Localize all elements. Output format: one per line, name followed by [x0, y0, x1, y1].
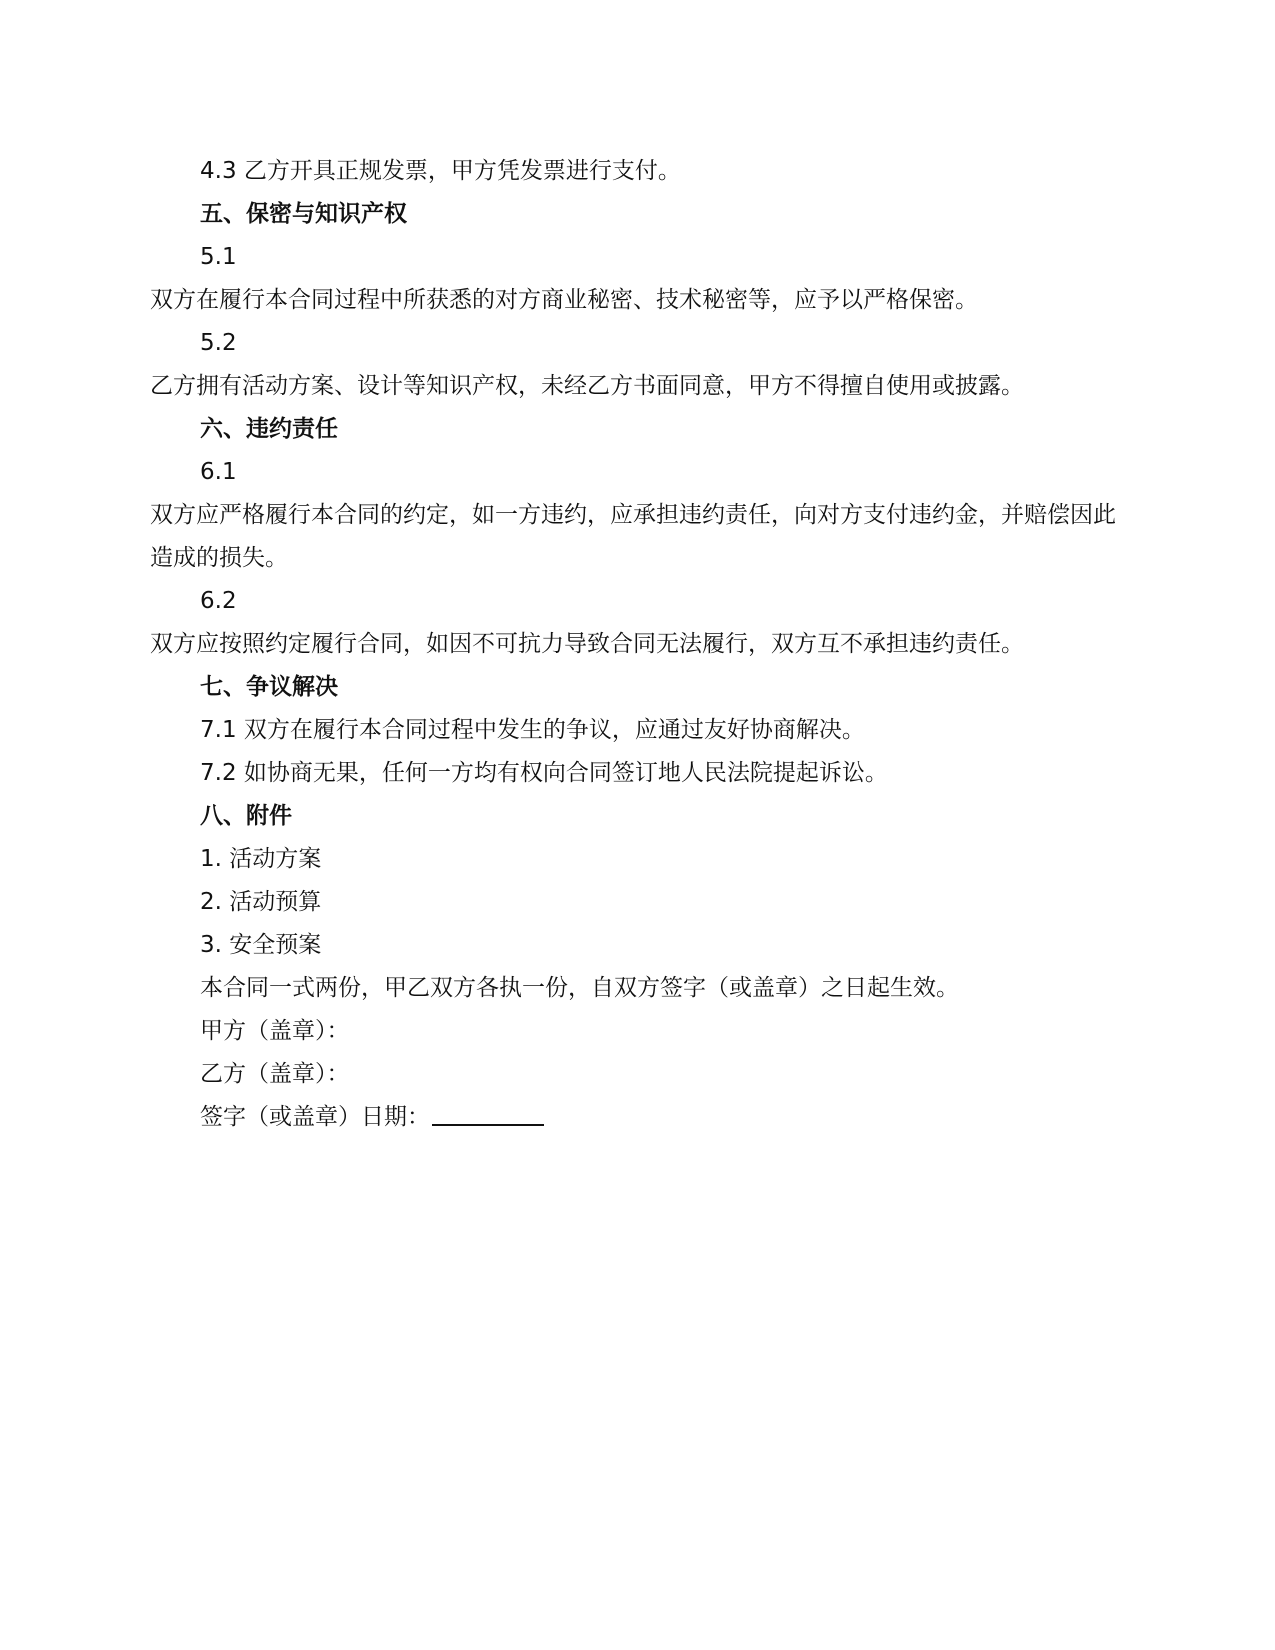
contract-body	[150, 150, 1130, 1139]
clause-5-2-number: 5.2	[200, 330, 237, 356]
clause-6-1-text: 双方应严格履行本合同的约定，如一方违约，应承担违约责任，向对方支付违约金，并赔偿因此造成的损失。	[150, 502, 1116, 571]
attachment-item: 1. 活动方案	[200, 846, 322, 872]
clause-5-1-text: 双方在履行本合同过程中所获悉的对方商业秘密、技术秘密等，应予以严格保密。	[150, 287, 978, 313]
clause-4-3: 4.3 乙方开具正规发票，甲方凭发票进行支付。	[200, 158, 681, 184]
clause-7-2: 7.2 如协商无果，任何一方均有权向合同签订地人民法院提起诉讼。	[200, 760, 888, 786]
section-6-heading: 六、违约责任	[200, 416, 338, 442]
clause-6-2-number: 6.2	[200, 588, 237, 614]
section-7-heading: 七、争议解决	[200, 674, 338, 700]
clause-6-2-text: 双方应按照约定履行合同，如因不可抗力导致合同无法履行，双方互不承担违约责任。	[150, 631, 1024, 657]
section-5-heading: 五、保密与知识产权	[200, 201, 407, 227]
signature-date-line	[150, 1096, 1130, 1139]
section-8-heading: 八、附件	[200, 803, 292, 829]
attachment-item: 3. 安全预案	[200, 932, 322, 958]
clause-7-1: 7.1 双方在履行本合同过程中发生的争议，应通过友好协商解决。	[200, 717, 865, 743]
attachment-item: 2. 活动预算	[200, 889, 322, 915]
clause-6-1-number: 6.1	[200, 459, 237, 485]
party-a-seal: 甲方（盖章）：	[200, 1018, 350, 1044]
clause-5-1-number: 5.1	[200, 244, 237, 270]
date-blank-underline	[432, 1098, 544, 1126]
party-b-seal: 乙方（盖章）：	[200, 1061, 350, 1087]
signature-date-label: 签字（或盖章）日期：	[200, 1104, 430, 1130]
clause-5-2-text: 乙方拥有活动方案、设计等知识产权，未经乙方书面同意，甲方不得擅自使用或披露。	[150, 373, 1024, 399]
closing-statement: 本合同一式两份，甲乙双方各执一份，自双方签字（或盖章）之日起生效。	[200, 975, 959, 1001]
